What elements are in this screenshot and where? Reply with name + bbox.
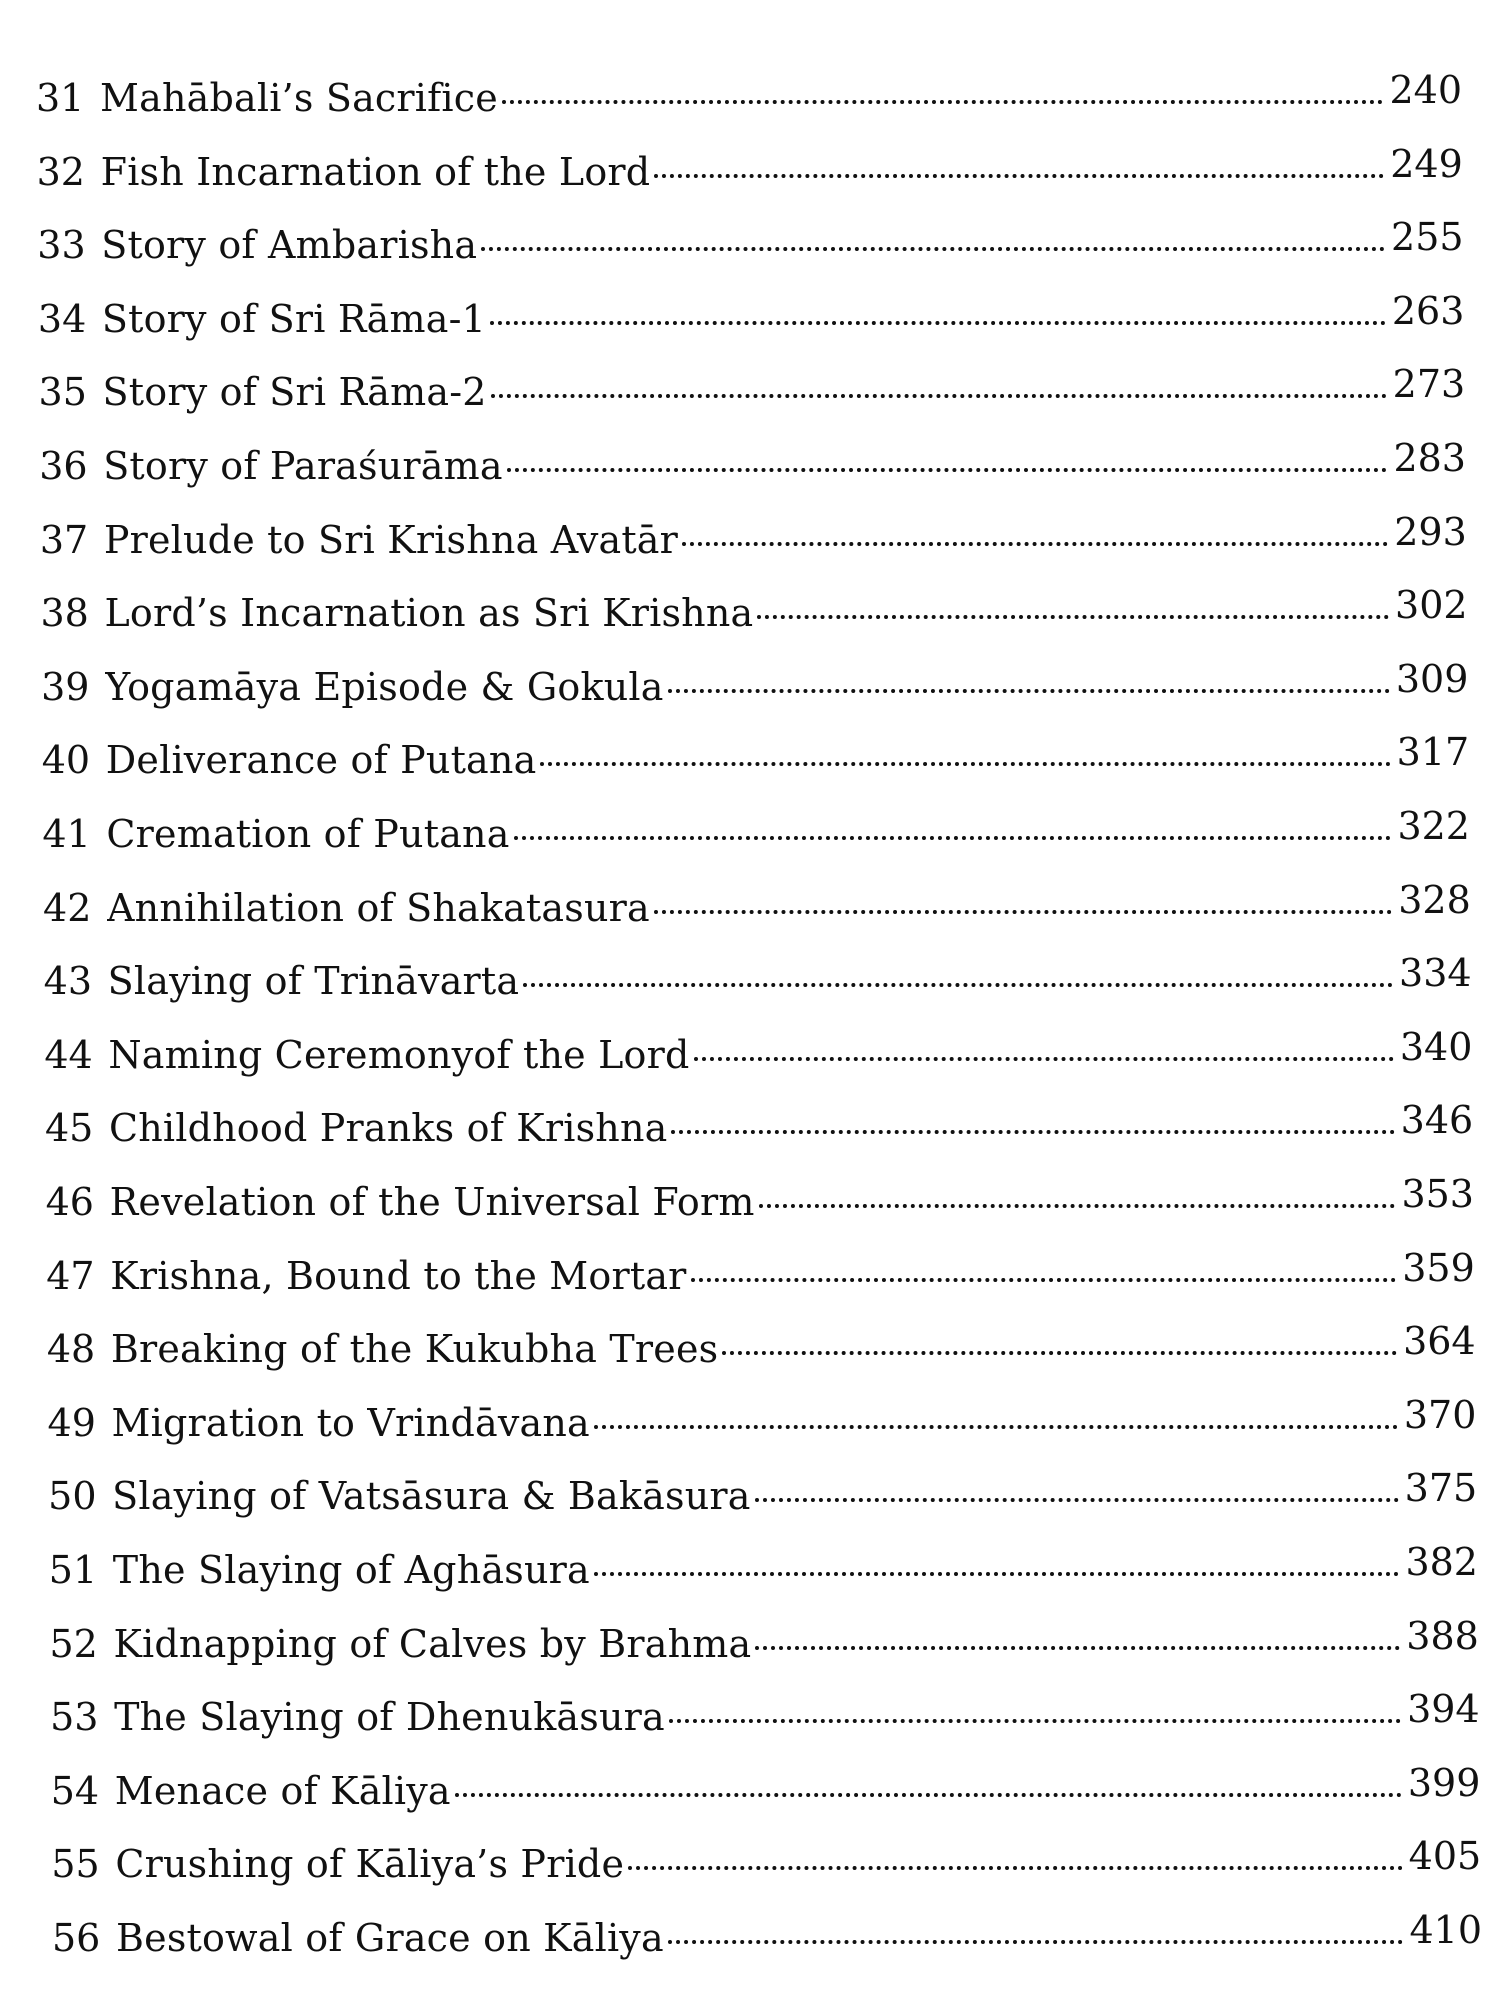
toc-entry (51, 1761, 1481, 1821)
dot-leader (481, 247, 1385, 251)
toc-entry (42, 804, 1470, 864)
entry-title: Deliverance of Putana (105, 738, 537, 783)
entry-page-number: 353 (1401, 1172, 1474, 1216)
entry-number: 51 (48, 1548, 98, 1592)
entry-number: 37 (39, 517, 89, 562)
entry-page-number: 263 (1391, 288, 1465, 333)
entry-number: 44 (44, 1032, 93, 1077)
toc-entry (52, 1908, 1482, 1968)
entry-number: 45 (44, 1106, 94, 1151)
dot-leader (594, 1425, 1398, 1429)
toc-entry (48, 1393, 1477, 1453)
dot-leader (628, 1866, 1403, 1870)
toc-entry (49, 1540, 1478, 1600)
entry-page-number: 375 (1404, 1466, 1478, 1511)
entry-page-number: 382 (1405, 1540, 1478, 1584)
entry-number: 32 (36, 149, 85, 194)
dot-leader (682, 542, 1388, 546)
toc-entry (43, 878, 1471, 938)
dot-leader (669, 1719, 1401, 1723)
dot-leader (757, 615, 1389, 619)
toc-entry (46, 1246, 1475, 1306)
entry-page-number: 240 (1389, 68, 1462, 112)
dot-leader (514, 836, 1392, 840)
toc-entry (45, 1098, 1473, 1158)
entry-page-number: 334 (1399, 951, 1472, 996)
entry-title: Crushing of Kāliya’s Pride (115, 1842, 625, 1887)
entry-number: 42 (43, 885, 92, 930)
dot-leader (594, 1572, 1400, 1576)
dot-leader (691, 1278, 1397, 1282)
entry-title: Revelation of the Universal Form (109, 1180, 755, 1224)
dot-leader (507, 468, 1388, 472)
toc-entry (44, 951, 1472, 1011)
dot-leader (722, 1351, 1397, 1355)
entry-page-number: 322 (1397, 804, 1470, 848)
entry-title: Breaking of the Kukubha Trees (110, 1327, 719, 1372)
entry-number: 41 (42, 812, 91, 856)
dot-leader (490, 321, 1386, 325)
entry-title: Fish Incarnation of the Lord (100, 149, 651, 194)
dot-leader (502, 100, 1384, 104)
toc-entry (51, 1834, 1481, 1894)
entry-page-number: 317 (1396, 730, 1470, 775)
entry-page-number: 370 (1403, 1392, 1477, 1437)
entry-title: Story of Sri Rāma-2 (102, 370, 487, 415)
dot-leader (654, 174, 1384, 178)
toc-entry (47, 1319, 1476, 1379)
entry-number: 36 (39, 444, 88, 488)
entry-title: Prelude to Sri Krishna Avatār (103, 517, 679, 562)
toc-entry (37, 215, 1463, 275)
entry-title: Migration to Vrindāvana (111, 1400, 590, 1445)
entry-number: 54 (50, 1768, 100, 1813)
toc-entry (50, 1687, 1480, 1747)
entry-page-number: 346 (1400, 1098, 1474, 1143)
entry-title: Lord’s Incarnation as Sri Krishna (104, 591, 754, 636)
entry-page-number: 309 (1395, 656, 1469, 701)
dot-leader (668, 1940, 1404, 1944)
entry-number: 47 (46, 1253, 95, 1298)
entry-number: 48 (46, 1327, 96, 1372)
toc-entry (41, 657, 1468, 717)
entry-title: Story of Ambarisha (101, 223, 478, 268)
entry-title: Cremation of Putana (106, 812, 510, 856)
entry-number: 50 (48, 1474, 97, 1519)
entry-title: The Slaying of Dhenukāsura (114, 1695, 665, 1740)
dot-leader (668, 689, 1390, 693)
entry-page-number: 302 (1395, 583, 1468, 628)
dot-leader (671, 1130, 1394, 1134)
entry-page-number: 273 (1392, 362, 1466, 407)
entry-number: 33 (37, 223, 86, 268)
entry-title: The Slaying of Aghāsura (112, 1548, 590, 1592)
entry-title: Krishna, Bound to the Mortar (110, 1253, 687, 1298)
entry-number: 38 (40, 591, 89, 636)
entry-title: Bestowal of Grace on Kāliya (116, 1916, 664, 1960)
toc-entry (48, 1466, 1477, 1526)
dot-leader (694, 1057, 1394, 1061)
entry-title: Slaying of Vatsāsura & Bakāsura (112, 1474, 751, 1519)
entry-page-number: 405 (1408, 1834, 1482, 1879)
toc-entry (42, 730, 1469, 790)
entry-number: 55 (51, 1842, 100, 1887)
entry-page-number: 293 (1394, 509, 1467, 554)
toc-entry (40, 583, 1467, 643)
entry-number: 52 (49, 1621, 98, 1666)
entry-number: 39 (41, 664, 90, 709)
dot-leader (755, 1646, 1400, 1650)
entry-number: 49 (47, 1400, 96, 1445)
dot-leader (455, 1793, 1402, 1797)
entry-title: Story of Sri Rāma-1 (101, 296, 487, 341)
entry-number: 40 (41, 738, 91, 783)
entry-number: 31 (36, 76, 85, 120)
entry-number: 56 (52, 1916, 101, 1960)
entry-page-number: 388 (1406, 1613, 1479, 1658)
toc-entry (44, 1025, 1472, 1085)
toc-entry (38, 289, 1464, 349)
entry-page-number: 399 (1407, 1760, 1481, 1805)
toc-entry (40, 510, 1467, 570)
entry-title: Story of Paraśurāma (103, 444, 503, 488)
dot-leader (759, 1204, 1396, 1208)
entry-page-number: 255 (1391, 215, 1464, 260)
entry-page-number: 359 (1402, 1245, 1475, 1290)
entry-page-number: 410 (1409, 1908, 1482, 1952)
toc-entry (39, 362, 1466, 422)
dot-leader (491, 394, 1387, 398)
dot-leader (755, 1498, 1399, 1502)
toc-entry (36, 68, 1462, 128)
entry-number: 43 (43, 959, 93, 1004)
toc-entry (46, 1172, 1474, 1232)
entry-page-number: 340 (1399, 1024, 1473, 1069)
entry-title: Annihilation of Shakatasura (107, 885, 650, 930)
entry-title: Childhood Pranks of Krishna (108, 1106, 668, 1151)
entry-title: Menace of Kāliya (114, 1768, 451, 1813)
entry-page-number: 364 (1403, 1319, 1476, 1364)
entry-number: 35 (38, 370, 87, 415)
toc-entry (39, 436, 1466, 496)
entry-number: 53 (50, 1695, 99, 1740)
dot-leader (540, 762, 1390, 766)
entry-title: Yogamāya Episode & Gokula (105, 664, 664, 709)
entry-number: 34 (37, 296, 87, 341)
entry-title: Mahābali’s Sacrifice (100, 76, 498, 120)
entry-title: Slaying of Trināvarta (107, 959, 520, 1004)
entry-page-number: 328 (1398, 877, 1471, 922)
dot-leader (654, 910, 1392, 914)
entry-page-number: 283 (1393, 436, 1466, 480)
entry-title: Naming Ceremonyof the Lord (108, 1032, 690, 1077)
dot-leader (523, 983, 1393, 987)
entry-page-number: 249 (1390, 141, 1463, 186)
entry-page-number: 394 (1407, 1687, 1480, 1732)
toc-entry (37, 142, 1463, 202)
entry-number: 46 (45, 1180, 94, 1224)
entry-title: Kidnapping of Calves by Brahma (113, 1621, 752, 1666)
toc-entry (49, 1614, 1478, 1674)
